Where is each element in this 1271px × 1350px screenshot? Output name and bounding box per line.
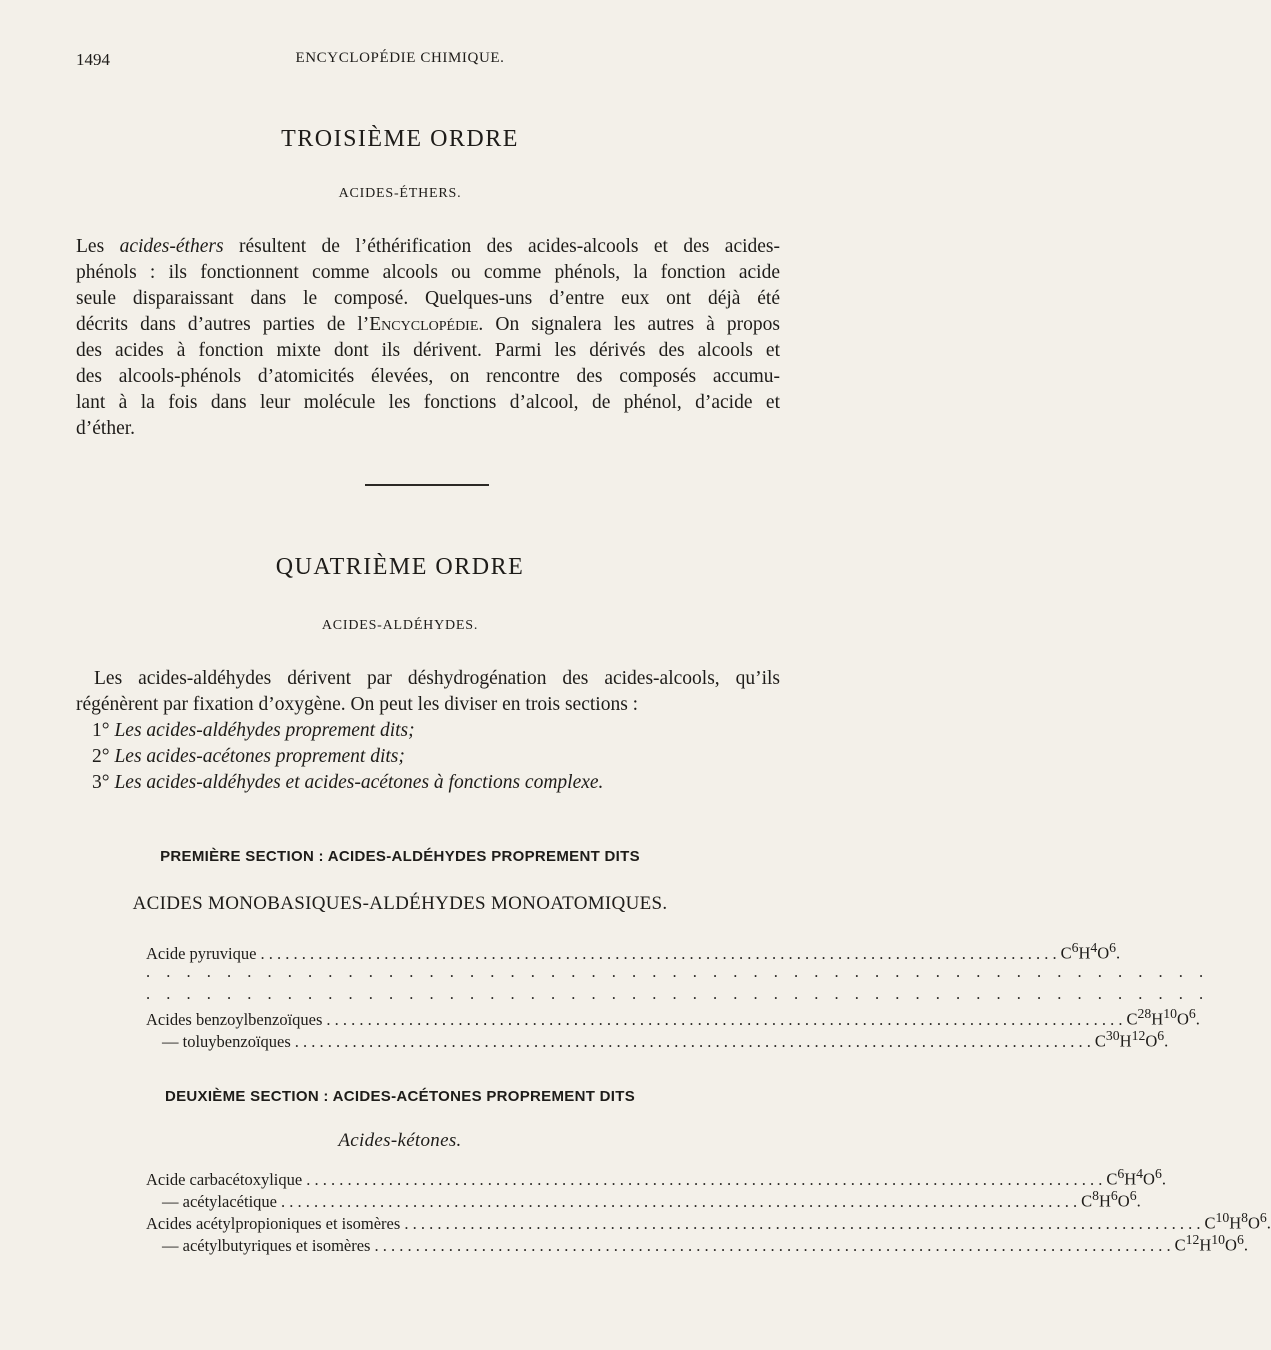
count: 8	[1241, 1210, 1248, 1225]
element: C	[1174, 1235, 1186, 1255]
count: 6	[1109, 940, 1117, 955]
paragraph-line: régénèrent par fixation d’oxygène. On peut les diviser en trois sections :	[76, 694, 639, 715]
compound-name: — acétylbutyriques et isomères	[162, 1235, 371, 1255]
element: H	[1229, 1213, 1242, 1233]
count: 10	[1211, 1232, 1226, 1247]
text-run: Les	[76, 236, 120, 257]
count: 4	[1136, 1166, 1144, 1181]
element: C	[1081, 1191, 1093, 1211]
chemical-formula	[1204, 1210, 1270, 1234]
list-number: 3°	[92, 772, 110, 793]
paragraph-line	[76, 234, 780, 260]
paragraph-line: d’éther.	[76, 418, 136, 439]
punctuation: .	[1136, 1191, 1141, 1211]
count: 8	[1092, 1188, 1099, 1203]
table-row	[146, 1210, 1271, 1233]
chemical-formula	[1081, 1188, 1141, 1212]
list-item	[92, 744, 732, 770]
table-row	[146, 1166, 1166, 1189]
section-2-title: DEUXIÈME SECTION : ACIDES-ACÉTONES PROPREMENT DITS	[164, 1088, 636, 1105]
punctuation: .	[1164, 1031, 1169, 1051]
element: H	[1119, 1031, 1132, 1051]
element: H	[1151, 1009, 1164, 1029]
element: O	[1145, 1031, 1158, 1051]
compound-name: Acide carbacétoxylique	[146, 1169, 303, 1189]
list-number: 1°	[92, 720, 110, 741]
order-4-paragraph	[76, 666, 780, 718]
section-1-group-title: ACIDES MONOBASIQUES-ALDÉHYDES MONOATOMIQUES.	[132, 893, 668, 914]
punctuation: .	[1161, 1169, 1166, 1189]
count: 6	[1188, 1006, 1196, 1021]
element: C	[1106, 1169, 1118, 1189]
punctuation: .	[1243, 1235, 1248, 1255]
count: 6	[1259, 1210, 1267, 1225]
element: H	[1099, 1191, 1111, 1211]
chemical-formula	[1127, 1006, 1200, 1030]
paragraph-line: seule disparaissant dans le composé. Quelques-uns d’entre eux ont déjà été	[76, 288, 780, 309]
leader-dots	[374, 1236, 1170, 1256]
element: C	[1060, 943, 1072, 963]
leader-dots	[295, 1032, 1091, 1052]
list-number: 2°	[92, 746, 110, 767]
table-row	[146, 1006, 1200, 1029]
table-row	[146, 940, 1121, 963]
text-run: décrits dans d’autres parties de l’	[76, 314, 370, 335]
list-text: Les acides-aldéhydes proprement dits;	[114, 720, 415, 741]
count: 10	[1215, 1210, 1230, 1225]
element: H	[1199, 1235, 1212, 1255]
paragraph-line: phénols : ils fonctionnent comme alcools ou comme phénols, la fonction acide	[76, 262, 780, 283]
paragraph-line	[76, 312, 780, 338]
order-3-title: TROISIÈME ORDRE	[281, 126, 519, 152]
paragraph-line: des acides à fonction mixte dont ils dérivent. Parmi les dérivés des alcools et	[76, 340, 780, 361]
table-row	[146, 1188, 1141, 1211]
section-2-entries	[146, 1166, 1271, 1255]
count: 10	[1163, 1006, 1177, 1021]
compound-name: — toluybenzoïques	[162, 1031, 291, 1051]
sections-list	[92, 718, 732, 796]
text-run: . On signalera les autres à propos	[478, 314, 780, 335]
section-1-title: PREMIÈRE SECTION : ACIDES-ALDÉHYDES PROPREMENT DITS	[160, 848, 640, 865]
element: O	[1225, 1235, 1237, 1255]
order-4-title: QUATRIÈME ORDRE	[275, 554, 525, 580]
count: 6	[1157, 1028, 1165, 1043]
leader-dots	[326, 1010, 1122, 1030]
list-text: Les acides-acétones proprement dits;	[114, 746, 405, 767]
table-row	[146, 1028, 1169, 1051]
leader-dots	[404, 1214, 1200, 1234]
order-4-subtitle: ACIDES-ALDÉHYDES.	[321, 618, 479, 633]
count: 28	[1137, 1006, 1152, 1021]
list-text: Les acides-aldéhydes et acides-acétones à fonctions complexe.	[114, 772, 604, 793]
element: H	[1078, 943, 1091, 963]
leader-dots	[260, 944, 1056, 964]
count: 4	[1090, 940, 1098, 955]
chemical-formula	[1175, 1232, 1248, 1256]
element: H	[1124, 1169, 1137, 1189]
element: O	[1143, 1169, 1155, 1189]
running-head: ENCYCLOPÉDIE CHIMIQUE.	[295, 50, 505, 66]
element: O	[1248, 1213, 1260, 1233]
element: C	[1126, 1009, 1138, 1029]
section-1-entries	[146, 940, 1210, 1051]
paragraph-line: Les acides-aldéhydes dérivent par déshydrogénation des acides-alcools, qu’ils	[94, 668, 780, 689]
section-2-group-title: Acides-kétones.	[338, 1130, 462, 1151]
count: 6	[1129, 1188, 1137, 1203]
list-item	[92, 770, 732, 796]
paragraph-line: des alcools-phénols d’atomicités élevées, on rencontre des composés accumu-	[76, 366, 780, 387]
count: 6	[1071, 940, 1079, 955]
chemical-formula	[1095, 1028, 1168, 1052]
count: 6	[1110, 1188, 1118, 1203]
element: C	[1094, 1031, 1106, 1051]
element: O	[1176, 1009, 1189, 1029]
count: 6	[1154, 1166, 1162, 1181]
element: O	[1117, 1191, 1130, 1211]
leader-dots	[306, 1170, 1102, 1190]
list-item	[92, 718, 732, 744]
emphasis-term: acides-éthers	[119, 236, 224, 257]
count: 12	[1131, 1028, 1146, 1043]
small-caps-term: Encyclopédie	[369, 314, 479, 335]
order-3-subtitle: ACIDES-ÉTHERS.	[338, 186, 462, 201]
chemical-formula	[1106, 1166, 1166, 1190]
punctuation: .	[1266, 1213, 1271, 1233]
compound-name: Acide pyruvique	[146, 943, 257, 963]
section-divider	[365, 484, 489, 486]
text-run: résultent de l’éthérification des acides-alcools et des acides-	[223, 236, 780, 257]
table-row	[146, 1232, 1248, 1255]
compound-name: Acides benzoylbenzoïques	[146, 1009, 323, 1029]
compound-name: Acides acétylpropioniques et isomères	[146, 1213, 401, 1233]
leader-dots	[281, 1192, 1077, 1212]
count: 30	[1105, 1028, 1120, 1043]
element: O	[1097, 943, 1110, 963]
punctuation: .	[1195, 1009, 1200, 1029]
page-number: 1494	[76, 50, 110, 69]
punctuation: .	[1116, 943, 1121, 963]
compound-name: — acétylacétique	[162, 1191, 277, 1211]
elision-dots: . . . . . . . . . . . . . . . . . . . . . . . . . . . . . . . . . . . . . . . . . . . . . . . . . . . . .	[146, 984, 1210, 1003]
count: 12	[1185, 1232, 1200, 1247]
element: C	[1204, 1213, 1216, 1233]
order-3-paragraph	[76, 234, 780, 442]
paragraph-line: lant à la fois dans leur molécule les fonctions d’alcool, de phénol, d’acide et	[76, 392, 780, 413]
count: 6	[1236, 1232, 1244, 1247]
elision-dots: . . . . . . . . . . . . . . . . . . . . . . . . . . . . . . . . . . . . . . . . . . . . . . . . . . . . .	[146, 962, 1210, 981]
chemical-formula	[1061, 940, 1121, 964]
count: 6	[1117, 1166, 1125, 1181]
